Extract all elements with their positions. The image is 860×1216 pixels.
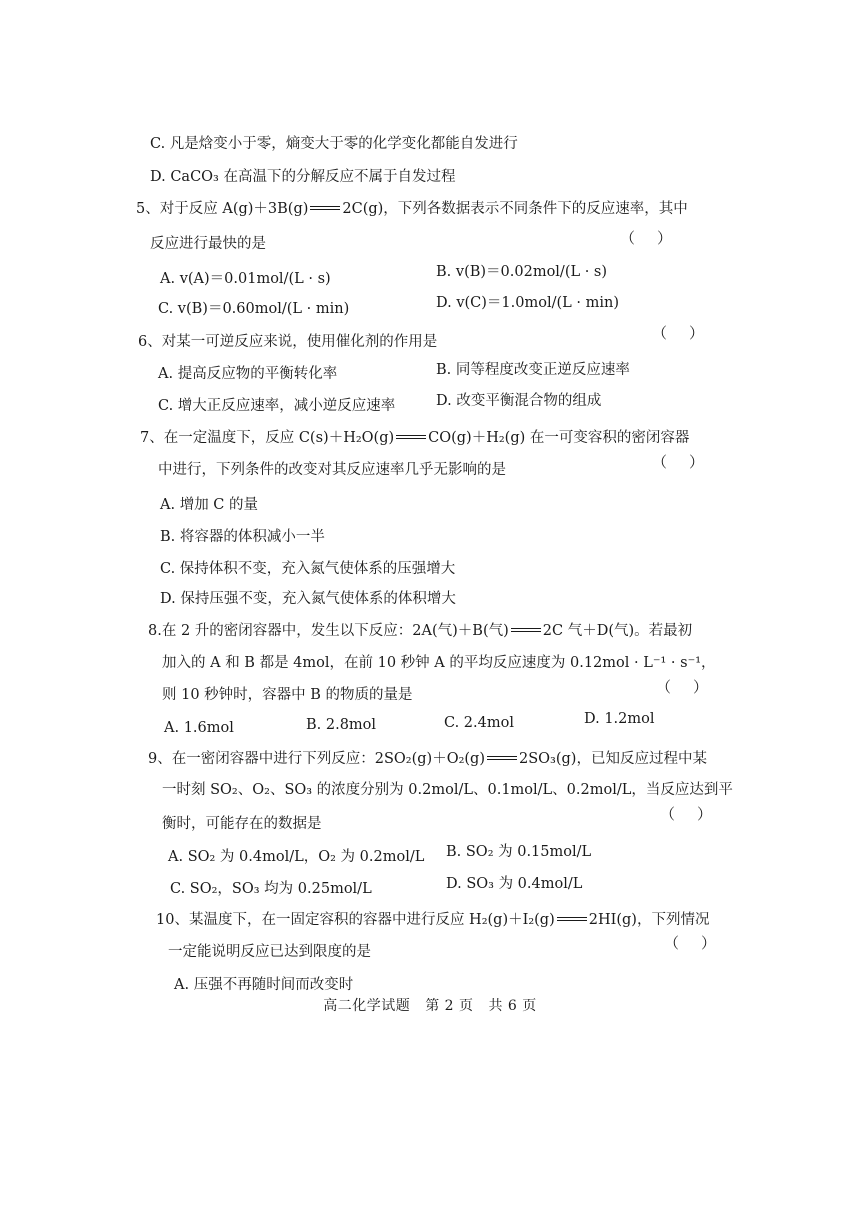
q7-answer-blank[interactable]: （） (652, 453, 727, 471)
q5-stem-part1: 对于反应 A(g)＋3B(g) (159, 201, 309, 217)
q9-option-c: C. SO₂，SO₃ 均为 0.25mol/L (170, 881, 372, 897)
q7-number: 7、 (140, 430, 164, 446)
q8-number: 8. (148, 623, 162, 639)
q7-option-a: A. 增加 C 的量 (160, 497, 259, 513)
q10-stem-line1 (156, 910, 709, 930)
q9-stem-line1 (148, 749, 707, 769)
q8-stem-line2: 加入的 A 和 B 都是 4mol，在前 10 秒钟 A 的平均反应速度为 0.12mol · L⁻¹ · s⁻¹， (162, 655, 716, 671)
q10-answer-blank[interactable]: （） (664, 934, 739, 952)
q10-number: 10、 (156, 912, 189, 928)
equilibrium-arrow-icon (310, 205, 340, 213)
q7-option-c: C. 保持体积不变，充入氮气使体系的压强增大 (160, 561, 456, 577)
q8-answer-blank[interactable]: （） (656, 678, 731, 696)
q6-answer-blank[interactable]: （） (652, 324, 727, 342)
q5-option-b: B. v(B)＝0.02mol/(L · s) (436, 264, 608, 280)
equilibrium-arrow-icon (487, 755, 517, 763)
q5-option-a: A. v(A)＝0.01mol/(L · s) (160, 271, 331, 287)
q8-option-a: A. 1.6mol (164, 720, 234, 736)
q8-stem-part2: 2C 气＋D(气)。若最初 (542, 623, 693, 639)
q8-stem-line3: 则 10 秒钟时，容器中 B 的物质的量是 (162, 687, 413, 703)
q7-stem-part2: CO(g)＋H₂(g) 在一可变容积的密闭容器 (428, 430, 690, 446)
q6-option-b: B. 同等程度改变正逆反应速率 (436, 362, 630, 378)
q8-option-c: C. 2.4mol (444, 715, 514, 731)
footer-total-pages: 共 6 页 (488, 998, 537, 1014)
q7-option-b: B. 将容器的体积减小一半 (160, 529, 325, 545)
q9-number: 9、 (148, 751, 172, 767)
q6-option-d: D. 改变平衡混合物的组成 (436, 393, 602, 409)
equilibrium-arrow-icon (557, 916, 587, 924)
q9-stem-line3: 衡时，可能存在的数据是 (162, 816, 322, 832)
q5-stem-part2: 2C(g)，下列各数据表示不同条件下的反应速率，其中 (342, 201, 688, 217)
equilibrium-arrow-icon (396, 434, 426, 442)
q6-option-c: C. 增大正反应速率，减小逆反应速率 (158, 398, 396, 414)
q5-answer-blank[interactable]: （） (620, 229, 695, 247)
q5-option-c: C. v(B)＝0.60mol/(L · min) (158, 301, 350, 317)
q6-option-a: A. 提高反应物的平衡转化率 (158, 366, 338, 382)
q10-stem-part2: 2HI(g)，下列情况 (588, 912, 710, 928)
q9-option-d: D. SO₃ 为 0.4mol/L (446, 876, 583, 892)
q7-stem-line2: 中进行，下列条件的改变对其反应速率几乎无影响的是 (158, 462, 506, 478)
equilibrium-arrow-icon (511, 627, 541, 635)
q6-stem-text: 对某一可逆反应来说，使用催化剂的作用是 (161, 334, 438, 350)
q7-stem-part1: 在一定温度下，反应 C(s)＋H₂O(g) (163, 430, 395, 446)
footer-page-number: 第 2 页 (425, 998, 474, 1014)
q8-stem-line1 (148, 621, 692, 641)
q5-stem-line2: 反应进行最快的是 (150, 236, 266, 252)
q8-option-d: D. 1.2mol (584, 711, 655, 727)
q5-stem-line1 (136, 199, 688, 219)
footer-subject: 高二化学试题 (323, 998, 411, 1014)
q9-stem-part2: 2SO₃(g)，已知反应过程中某 (518, 751, 707, 767)
q10-stem-part1: 某温度下，在一固定容积的容器中进行反应 H₂(g)＋I₂(g) (188, 912, 555, 928)
q6-number: 6、 (138, 334, 162, 350)
q5-option-d: D. v(C)＝1.0mol/(L · min) (436, 295, 619, 311)
q8-option-b: B. 2.8mol (306, 717, 377, 733)
q9-answer-blank[interactable]: （） (660, 805, 735, 823)
q4-option-c: C. 凡是焓变小于零，熵变大于零的化学变化都能自发进行 (150, 136, 518, 152)
q10-option-a: A. 压强不再随时间而改变时 (174, 977, 354, 993)
q9-option-a: A. SO₂ 为 0.4mol/L，O₂ 为 0.2mol/L (168, 849, 425, 865)
q7-option-d: D. 保持压强不变，充入氮气使体系的体积增大 (160, 591, 456, 607)
q9-stem-line2: 一时刻 SO₂、O₂、SO₃ 的浓度分别为 0.2mol/L、0.1mol/L、0.2mol/L，当反应达到平 (162, 782, 733, 798)
q6-stem (138, 332, 437, 352)
q8-stem-part1: 在 2 升的密闭容器中，发生以下反应：2A(气)＋B(气) (161, 623, 509, 639)
q10-stem-line2: 一定能说明反应已达到限度的是 (168, 944, 371, 960)
q4-option-d: D. CaCO₃ 在高温下的分解反应不属于自发过程 (150, 169, 456, 185)
page-footer (0, 995, 860, 1015)
q9-option-b: B. SO₂ 为 0.15mol/L (446, 844, 592, 860)
q7-stem-line1 (140, 428, 689, 448)
q5-number: 5、 (136, 201, 160, 217)
q9-stem-part1: 在一密闭容器中进行下列反应：2SO₂(g)＋O₂(g) (171, 751, 485, 767)
